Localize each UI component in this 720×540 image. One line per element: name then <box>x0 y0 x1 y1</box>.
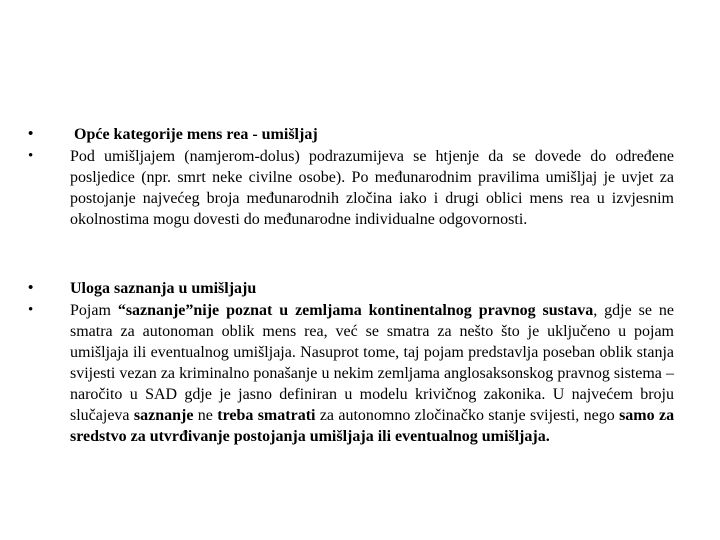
section-heading: Uloga saznanja u umišljaju <box>70 280 257 297</box>
heading-item-2 <box>28 278 674 299</box>
paragraph-bold-sredstvo: samo za sredstvo za utvrđivanje postojanja umišljaja ili eventualnog umišljaja. <box>70 407 675 445</box>
paragraph-item-2 <box>28 300 674 447</box>
section-umisljaj <box>28 124 674 230</box>
section-heading: Opće kategorije mens rea - umišljaj <box>74 126 318 143</box>
paragraph-bold-saznanje: saznanje <box>133 407 194 424</box>
paragraph-text-body: , gdje se ne smatra za autonoman oblik mens rea, već se smatra za nešto što je uključeno u pojam umišljaja ili eventualnog umišljaja. Nasuprot tome, taj pojam predstavlja poseban oblik stanja svijesti vezan za kriminalno ponašanje u nekim zemljama anglosaksonskog pravnog sistema – naročito u SAD gdje je jasno definiran u modelu krivičnog zakonika. U najvećem broju slučajeva <box>70 302 675 424</box>
paragraph-bold-saznanje-pojam: “saznanje”nije poznat u zemljama kontinentalnog pravnog sustava <box>117 302 594 319</box>
bullet: • <box>28 148 34 164</box>
heading-item-1 <box>28 124 674 145</box>
paragraph-text: Pod umišljajem (namjerom-dolus) podrazumijeva se htjenje da se dovede do određene posljedice (npr. smrt neke civilne osobe). Po međunarodnim pravilima umišljaj je uvjet za postojanje najvećeg broja međunarodnih zločina iako i drugi oblici mens rea u izvjesnim okolnostima mogu dovesti do međunarodne individualne odgovornosti. <box>70 148 674 228</box>
bullet: • <box>28 302 34 318</box>
bullet: • <box>28 126 34 142</box>
paragraph-text-intro: Pojam <box>70 302 111 319</box>
section-saznanje <box>28 278 674 447</box>
paragraph-text-ne: ne <box>197 407 213 424</box>
paragraph-bold-treba-smatrati: treba smatrati <box>217 407 316 424</box>
bullet: • <box>28 280 34 296</box>
paragraph-text-autonomno: za autonomno zločinačko stanje svijesti, nego <box>319 407 615 424</box>
paragraph-item-1 <box>28 146 674 230</box>
